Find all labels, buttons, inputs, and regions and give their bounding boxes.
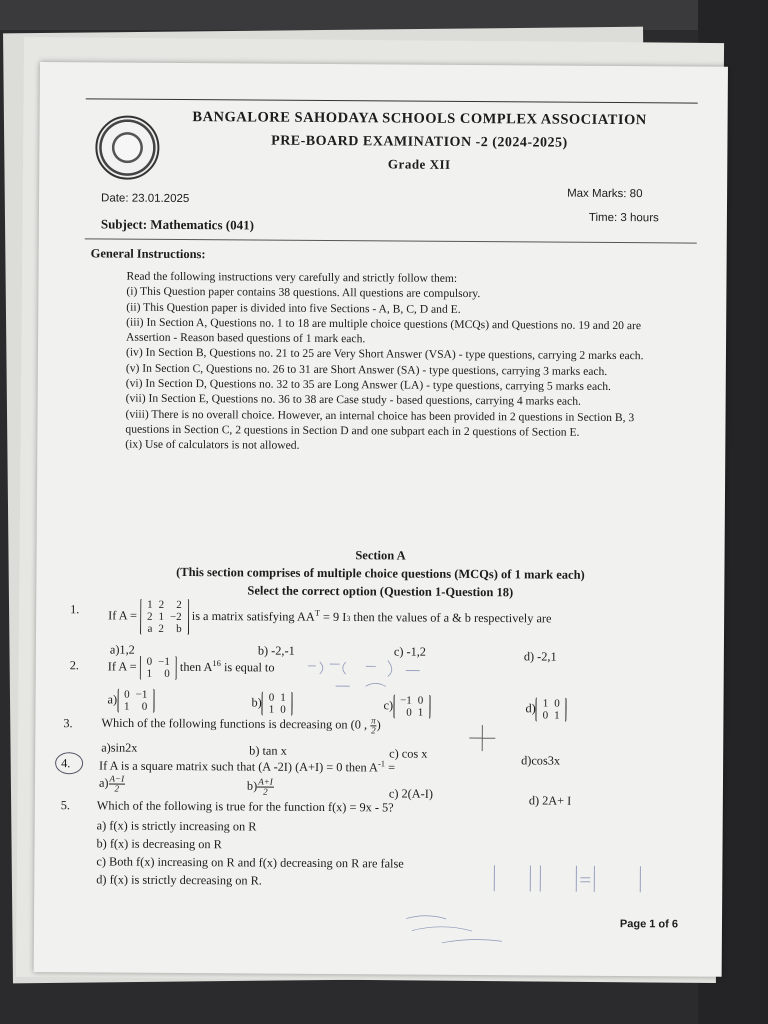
option-c: c) -1,2 bbox=[393, 644, 427, 659]
instruction-item: (vi) In Section D, Questions no. 32 to 35 are Long Answer (LA) - type questions, carrying 5 marks each. bbox=[125, 376, 612, 394]
q1-lead: If A = bbox=[108, 608, 137, 623]
option-d: d) 2A+ I bbox=[528, 793, 572, 808]
option-a: a)1,2 bbox=[109, 642, 135, 657]
instruction-item: (i) This Question paper contains 38 questions. All questions are compulsory. bbox=[126, 284, 481, 301]
matrix-cell: 1 bbox=[417, 706, 424, 719]
option-matrix bbox=[117, 689, 154, 713]
exam-page bbox=[34, 62, 728, 977]
fraction bbox=[108, 774, 125, 793]
exam-title: PRE-BOARD EXAMINATION -2 (2024-2025) bbox=[271, 133, 568, 151]
matrix-cell: 1 bbox=[280, 691, 286, 704]
q1-text3: then the values of a & b respectively are bbox=[350, 610, 552, 626]
option-b bbox=[251, 691, 292, 715]
max-marks: Max Marks: 80 bbox=[567, 187, 643, 201]
matrix-cell: 0 bbox=[124, 688, 130, 701]
subject bbox=[101, 216, 254, 233]
denominator: 2 bbox=[371, 725, 376, 736]
question-4 bbox=[99, 756, 395, 775]
option-c: c) cos x bbox=[389, 746, 428, 761]
instruction-item: Read the following instructions very carefully and strictly follow them: bbox=[126, 269, 458, 285]
option-label: c) bbox=[383, 698, 394, 713]
option-d: d) f(x) is strictly decreasing on R. bbox=[96, 872, 262, 888]
exam-time: Time: 3 hours bbox=[588, 211, 659, 225]
matrix-cell: 0 bbox=[542, 709, 549, 722]
matrix-cell: 0 bbox=[141, 700, 148, 713]
option-label: b) bbox=[246, 778, 258, 793]
matrix-cell: 1 bbox=[147, 598, 153, 611]
subject-value: Mathematics (041) bbox=[150, 216, 254, 233]
page-number: Page 1 of 6 bbox=[619, 918, 679, 931]
question-number: 1. bbox=[70, 602, 80, 617]
q3-close: ) bbox=[376, 717, 381, 732]
matrix-cell: 1 bbox=[158, 610, 165, 623]
question-3 bbox=[101, 714, 381, 735]
pen-scribble bbox=[306, 656, 476, 697]
matrix-cell: −2 bbox=[169, 610, 182, 624]
matrix-cell: 0 bbox=[146, 655, 153, 668]
matrix-cell: 2 bbox=[158, 622, 164, 635]
q2-text: then A bbox=[179, 659, 213, 675]
matrix-cell: 1 bbox=[542, 697, 549, 710]
fraction bbox=[257, 778, 274, 797]
matrix-cell: 0 bbox=[280, 703, 286, 716]
question-5: Which of the following is true for the function f(x) = 9x - 5? bbox=[96, 798, 394, 815]
matrix-cell: 0 bbox=[164, 667, 170, 680]
numerator: A−I bbox=[109, 773, 125, 784]
option-label: a) bbox=[107, 692, 118, 707]
option-d bbox=[525, 697, 566, 721]
q2-lead: If A = bbox=[107, 659, 137, 674]
option-a: a)sin2x bbox=[101, 740, 138, 755]
option-b bbox=[247, 777, 274, 796]
q1-text: is a matrix satisfying AA bbox=[191, 608, 315, 624]
option-a bbox=[99, 774, 125, 793]
q2-text2: is equal to bbox=[220, 660, 275, 675]
option-b: b) tan x bbox=[249, 743, 287, 758]
matrix-cell: 1 bbox=[146, 667, 153, 680]
q1-sup: T bbox=[314, 607, 321, 618]
instruction-item: (ii) This Question paper is divided into five Sections - A, B, C, D and E. bbox=[126, 300, 461, 316]
matrix-cell: 0 bbox=[406, 706, 412, 719]
q4-tail: = bbox=[385, 760, 396, 775]
option-c bbox=[383, 694, 430, 718]
q1-text2: = 9 I bbox=[319, 609, 347, 624]
option-c: c) Both f(x) increasing on R and f(x) decreasing on R are false bbox=[96, 854, 404, 871]
question-number: 5. bbox=[60, 798, 71, 813]
pen-cross-mark bbox=[467, 723, 497, 753]
desk-background bbox=[0, 0, 768, 30]
option-label: b) bbox=[251, 695, 262, 710]
option-matrix bbox=[262, 692, 293, 716]
question-number: 2. bbox=[69, 658, 80, 673]
q4-text: If A is a square matrix such that (A -2I) (A+I) = 0 then A bbox=[99, 758, 379, 775]
general-instructions bbox=[125, 269, 678, 456]
instruction-item: (vii) In Section E, Questions no. 36 to 38 are Case study - based questions, carrying 4 marks each. bbox=[125, 391, 581, 409]
matrix-cell: 1 bbox=[268, 703, 275, 716]
matrix-cell: 2 bbox=[176, 598, 182, 612]
denominator: 2 bbox=[263, 786, 268, 797]
instruction-item: (ix) Use of calculators is not allowed. bbox=[125, 437, 300, 453]
matrix-cell: a bbox=[147, 622, 153, 635]
matrix-cell: 0 bbox=[554, 697, 560, 710]
q2-sup: 16 bbox=[212, 657, 221, 669]
matrix-cell: 0 bbox=[268, 691, 275, 704]
exam-date: Date: 23.01.2025 bbox=[101, 192, 190, 206]
question-2 bbox=[108, 655, 275, 680]
subject-label: Subject: bbox=[100, 216, 148, 232]
option-d: d) -2,1 bbox=[523, 649, 557, 664]
instruction-item: (viii) There is no overall choice. However, an internal choice has been provided in 2 questions in Section B, 3 questions in Section C, 2 questions in Section D and one subpart each in 2 questions of Section E. bbox=[125, 407, 635, 439]
matrix-cell: b bbox=[176, 622, 182, 636]
option-d: d)cos3x bbox=[521, 753, 561, 768]
option-b: b) -2,-1 bbox=[257, 643, 295, 658]
question-number: 3. bbox=[63, 716, 73, 731]
section-instruction: Select the correct option (Question 1-Question 18) bbox=[247, 583, 514, 600]
option-label: d) bbox=[525, 701, 536, 716]
option-matrix bbox=[393, 694, 430, 718]
matrix-cell: 2 bbox=[146, 610, 153, 623]
grade-title: Grade XII bbox=[387, 156, 451, 172]
q1-sub: 3 bbox=[346, 613, 351, 624]
pen-scribble bbox=[402, 905, 532, 956]
matrix-cell: −1 bbox=[135, 688, 148, 701]
matrix-a bbox=[140, 599, 189, 635]
question-number: 4. bbox=[61, 756, 71, 771]
denominator: 2 bbox=[114, 783, 120, 794]
q3-text: Which of the following functions is decreasing on (0 , bbox=[101, 715, 368, 732]
option-matrix bbox=[536, 697, 567, 721]
school-seal-icon bbox=[95, 115, 159, 179]
option-c: c) 2(A-I) bbox=[388, 786, 433, 801]
option-label: a) bbox=[98, 775, 109, 790]
section-title: Section A bbox=[355, 548, 406, 563]
matrix-cell: 0 bbox=[417, 694, 424, 707]
numerator: π bbox=[371, 715, 376, 726]
q4-sup: -1 bbox=[377, 758, 386, 769]
option-b: b) f(x) is decreasing on R bbox=[96, 836, 222, 852]
matrix-cell: −1 bbox=[400, 694, 412, 707]
numerator: A+I bbox=[258, 776, 273, 787]
matrix-cell: 1 bbox=[124, 700, 130, 713]
matrix-a bbox=[140, 656, 177, 680]
org-title: BANGALORE SAHODAYA SCHOOLS COMPLEX ASSOCIATION bbox=[192, 109, 647, 129]
pen-matrix-scribble bbox=[490, 857, 660, 898]
instruction-item: (v) In Section C, Questions no. 26 to 31 are Short Answer (SA) - type questions, carrying 3 marks each. bbox=[125, 361, 608, 378]
instruction-item: (iv) In Section B, Questions no. 21 to 25 are Very Short Answer (VSA) - type questions, carrying 2 marks each. bbox=[125, 346, 644, 363]
section-subtitle: (This section comprises of multiple choice questions (MCQs) of 1 mark each) bbox=[176, 564, 585, 582]
general-instructions-title: General Instructions: bbox=[90, 246, 206, 262]
matrix-cell: −1 bbox=[158, 655, 170, 668]
matrix-cell: 2 bbox=[158, 598, 165, 611]
matrix-cell: 1 bbox=[554, 709, 560, 722]
instruction-item: (iii) In Section A, Questions no. 1 to 18 are multiple choice questions (MCQs) and Questions no. 19 and 20 are Assertion - Reason based questions of 1 mark each. bbox=[126, 315, 642, 346]
option-a: a) f(x) is strictly increasing on R bbox=[96, 818, 257, 834]
option-a bbox=[107, 688, 154, 712]
question-1 bbox=[108, 598, 552, 637]
